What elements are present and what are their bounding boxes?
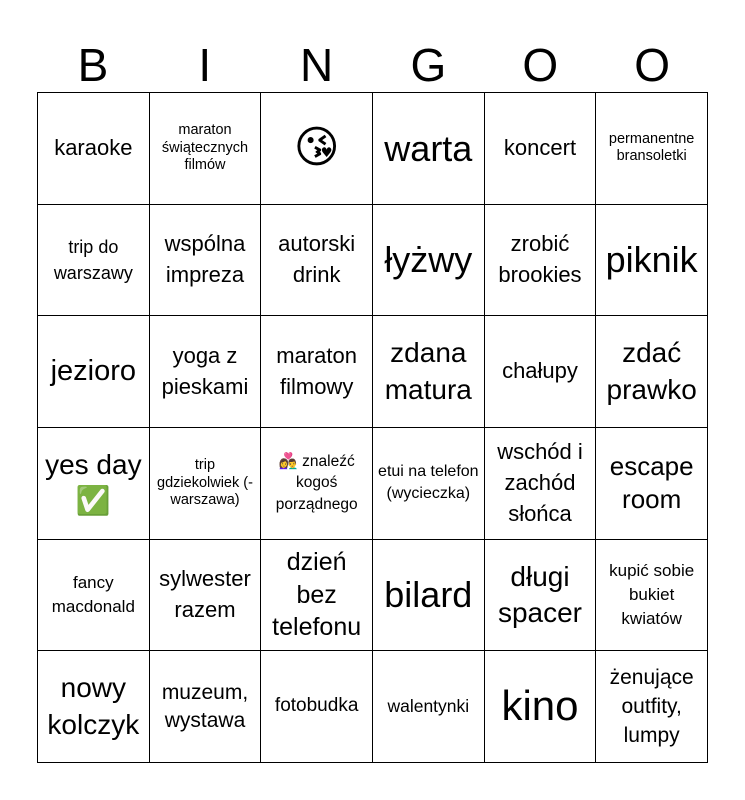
header-letter-n: N <box>299 39 334 91</box>
bingo-cell[interactable]: długi spacer <box>485 540 597 652</box>
bingo-cell[interactable]: koncert <box>485 93 597 205</box>
bingo-cell[interactable]: yes day ✅ <box>38 428 150 540</box>
bingo-cell[interactable]: fotobudka <box>261 651 373 763</box>
bingo-cell[interactable]: 👩‍❤️‍👨 znaleźć kogoś porządnego <box>261 428 373 540</box>
header-letter-b: B <box>77 39 109 91</box>
bingo-cell[interactable]: warta <box>373 93 485 205</box>
bingo-cell[interactable]: wspólna impreza <box>150 205 262 317</box>
bingo-cell[interactable]: zdana matura <box>373 316 485 428</box>
bingo-cell[interactable]: maraton świątecznych filmów <box>150 93 262 205</box>
bingo-cell[interactable]: żenujące outfity, lumpy <box>596 651 708 763</box>
bingo-cell[interactable]: nowy kolczyk <box>38 651 150 763</box>
bingo-cell[interactable]: permanentne bransoletki <box>596 93 708 205</box>
bingo-cell[interactable]: kupić sobie bukiet kwiatów <box>596 540 708 652</box>
bingo-cell[interactable]: etui na telefon (wycieczka) <box>373 428 485 540</box>
bingo-board <box>37 92 708 763</box>
bingo-cell[interactable]: chałupy <box>485 316 597 428</box>
bingo-cell[interactable]: 😘 <box>261 93 373 205</box>
header-letter-o: O <box>522 39 559 91</box>
bingo-cell[interactable]: fancy macdonald <box>38 540 150 652</box>
bingo-cell[interactable]: yoga z pieskami <box>150 316 262 428</box>
bingo-cell[interactable]: maraton filmowy <box>261 316 373 428</box>
header-letter-o-2: O <box>634 39 670 91</box>
bingo-cell[interactable]: sylwester razem <box>150 540 262 652</box>
bingo-cell[interactable]: jezioro <box>38 316 150 428</box>
bingo-cell[interactable]: muzeum, wystawa <box>150 651 262 763</box>
bingo-cell[interactable]: bilard <box>373 540 485 652</box>
bingo-cell[interactable]: dzień bez telefonu <box>261 540 373 652</box>
header-letter-g: G <box>410 39 447 91</box>
bingo-cell[interactable]: kino <box>485 651 597 763</box>
bingo-header <box>37 36 708 94</box>
header-letter-i: I <box>198 39 212 91</box>
bingo-cell[interactable]: karaoke <box>38 93 150 205</box>
bingo-cell[interactable]: trip gdziekolwiek (- warszawa) <box>150 428 262 540</box>
bingo-cell[interactable]: piknik <box>596 205 708 317</box>
bingo-cell[interactable]: zrobić brookies <box>485 205 597 317</box>
bingo-cell[interactable]: walentynki <box>373 651 485 763</box>
bingo-cell[interactable]: trip do warszawy <box>38 205 150 317</box>
bingo-cell[interactable]: łyżwy <box>373 205 485 317</box>
bingo-cell[interactable]: escape room <box>596 428 708 540</box>
bingo-cell[interactable]: zdać prawko <box>596 316 708 428</box>
bingo-cell[interactable]: autorski drink <box>261 205 373 317</box>
bingo-cell[interactable]: wschód i zachód słońca <box>485 428 597 540</box>
